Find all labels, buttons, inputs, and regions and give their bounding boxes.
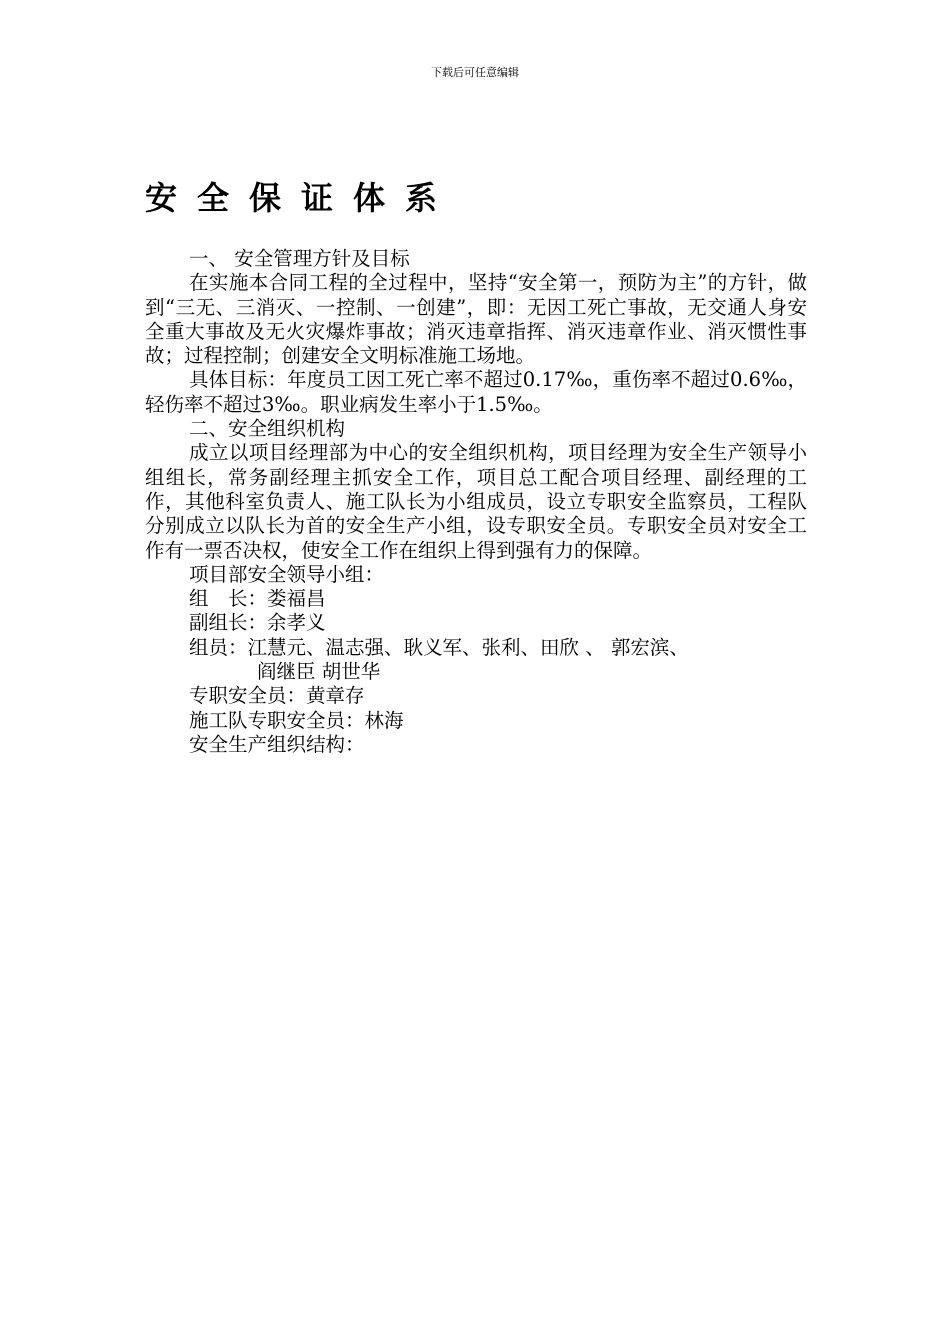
leading-group-label: 项目部安全领导小组： xyxy=(189,562,385,586)
document-body xyxy=(145,247,807,757)
group-leader: 组 长：娄福昌 xyxy=(189,587,326,611)
full-time-safety-officer: 专职安全员：黄章存 xyxy=(189,684,365,708)
group-members-line-1: 组员：江慧元、温志强、耿义军、张利、田欣 、 郭宏滨、 xyxy=(189,635,689,659)
team-safety-officer: 施工队专职安全员：林海 xyxy=(189,708,404,732)
section-2-heading: 二、安全组织机构 xyxy=(189,417,346,441)
group-members-line-2: 阎继臣 胡世华 xyxy=(257,660,381,684)
section-2-paragraph-organization: 成立以项目经理部为中心的安全组织机构，项目经理为安全生产领导小组组长，常务副经理主抓安全工作，项目总工配合项目经理、副经理的工作，其他科室负责人、施工队长为小组成员，设立专职安全监察员，工程队分别成立以队长为首的安全生产小组，设专职安全员。专职安全员对安全工作有一票否决权，使安全工作在组织上得到强有力的保障。 xyxy=(145,441,807,562)
deputy-group-leader: 副组长：余孝义 xyxy=(189,611,326,635)
page-header-note: 下载后可任意编辑 xyxy=(431,66,519,79)
org-structure-label: 安全生产组织结构： xyxy=(189,732,365,756)
section-1-paragraph-targets: 具体目标：年度员工因工死亡率不超过0.17‰，重伤率不超过0.6‰，轻伤率不超过3‰。职业病发生率小于1.5‰。 xyxy=(145,368,807,416)
section-1-heading: 一、 安全管理方针及目标 xyxy=(189,247,410,270)
section-1-paragraph-policy: 在实施本合同工程的全过程中，坚持“安全第一，预防为主”的方针，做到“三无、三消灭、一控制、一创建”，即：无因工死亡事故，无交通人身安全重大事故及无火灾爆炸事故；消灭违章指挥、消灭违章作业、消灭惯性事故；过程控制；创建安全文明标准施工场地。 xyxy=(145,271,807,368)
document-title: 安全保证体系 xyxy=(145,179,458,217)
